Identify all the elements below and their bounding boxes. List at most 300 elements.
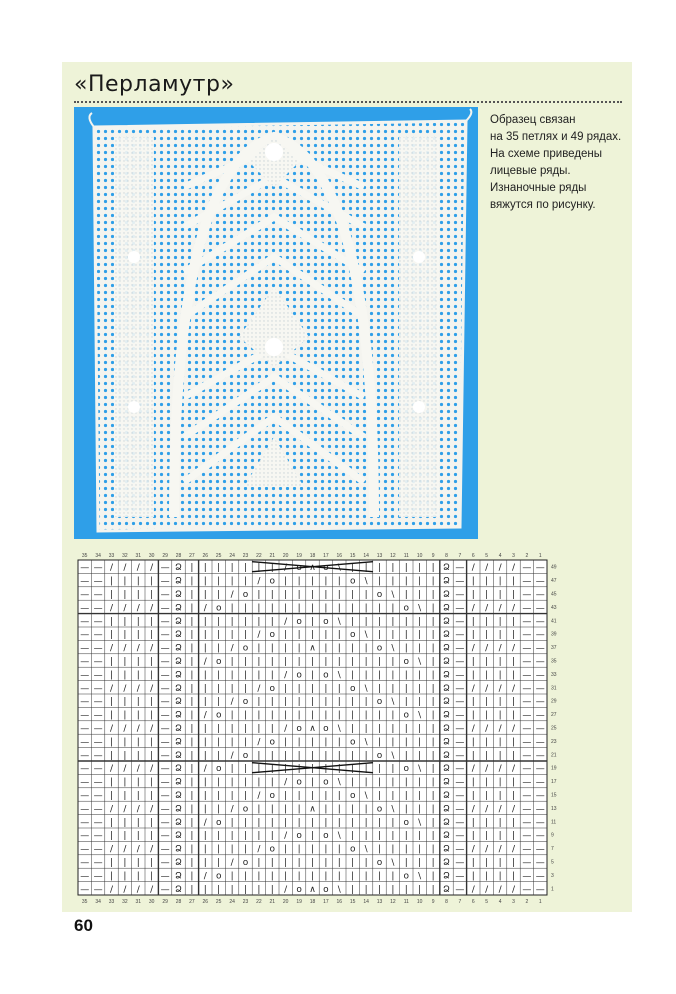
chart-stitch-symbol: |: [418, 630, 422, 641]
chart-stitch-symbol: |: [270, 670, 274, 681]
chart-stitch-symbol: |: [257, 697, 261, 708]
chart-stitch-symbol: |: [324, 630, 328, 641]
chart-stitch-symbol: \: [337, 724, 341, 734]
chart-stitch-symbol: Ձ: [175, 737, 182, 748]
chart-stitch-symbol: |: [310, 871, 315, 882]
chart-stitch-symbol: —: [455, 804, 465, 815]
chart-stitch-symbol: |: [431, 590, 435, 600]
chart-stitch-symbol: /: [203, 710, 207, 721]
chart-stitch-symbol: |: [431, 817, 435, 828]
chart-stitch-symbol: |: [310, 791, 315, 801]
chart-column-number-bottom: 6: [471, 899, 475, 905]
chart-column-number-bottom: 11: [403, 899, 409, 905]
chart-column-number-top: 26: [202, 553, 209, 559]
chart-stitch-symbol: |: [511, 697, 516, 708]
chart-stitch-symbol: —: [80, 791, 90, 801]
chart-stitch-symbol: |: [284, 657, 288, 667]
chart-stitch-symbol: |: [217, 884, 221, 895]
chart-stitch-symbol: —: [93, 724, 103, 734]
chart-stitch-symbol: —: [522, 683, 532, 694]
chart-stitch-symbol: o: [215, 871, 222, 882]
chart-stitch-symbol: Ձ: [175, 884, 182, 895]
chart-stitch-symbol: |: [150, 831, 154, 842]
chart-column-number-bottom: 9: [431, 899, 435, 905]
chart-stitch-symbol: o: [349, 576, 356, 587]
chart-column-number-bottom: 1: [538, 899, 542, 905]
chart-stitch-symbol: —: [80, 777, 90, 788]
chart-stitch-symbol: o: [296, 616, 302, 627]
chart-stitch-symbol: —: [160, 737, 170, 748]
chart-stitch-symbol: |: [391, 791, 395, 801]
chart-stitch-symbol: Ձ: [443, 724, 450, 734]
chart-stitch-symbol: |: [270, 804, 274, 815]
chart-stitch-symbol: |: [190, 616, 194, 627]
chart-stitch-symbol: \: [364, 737, 368, 748]
chart-stitch-symbol: |: [123, 858, 127, 868]
chart-stitch-symbol: |: [377, 616, 382, 627]
chart-stitch-symbol: —: [80, 710, 90, 721]
chart-stitch-symbol: |: [377, 603, 382, 614]
chart-stitch-symbol: o: [349, 683, 356, 694]
chart-stitch-symbol: —: [160, 563, 170, 574]
chart-stitch-symbol: Ձ: [443, 871, 450, 882]
chart-stitch-symbol: /: [485, 683, 489, 694]
chart-stitch-symbol: —: [93, 643, 103, 654]
chart-stitch-symbol: |: [257, 750, 261, 761]
chart-stitch-symbol: |: [404, 576, 408, 587]
chart-stitch-symbol: |: [404, 683, 408, 694]
chart-stitch-symbol: Ձ: [175, 630, 182, 641]
chart-stitch-symbol: o: [349, 791, 356, 801]
chart-stitch-symbol: |: [351, 884, 355, 895]
chart-stitch-symbol: \: [391, 643, 395, 654]
chart-stitch-symbol: |: [109, 858, 114, 868]
chart-stitch-symbol: |: [391, 884, 395, 895]
chart-row-number: 25: [551, 725, 557, 732]
chart-stitch-symbol: |: [337, 871, 341, 882]
chart-stitch-symbol: Ձ: [175, 616, 182, 627]
chart-row-number: 39: [551, 631, 557, 638]
chart-stitch-symbol: |: [257, 616, 261, 627]
chart-stitch-symbol: —: [535, 858, 545, 868]
chart-stitch-symbol: /: [150, 844, 154, 855]
chart-stitch-symbol: /: [511, 643, 516, 654]
chart-stitch-symbol: |: [431, 683, 435, 694]
chart-row-number: 27: [551, 712, 557, 719]
chart-stitch-symbol: —: [535, 817, 545, 828]
chart-stitch-symbol: |: [404, 630, 408, 641]
chart-stitch-symbol: |: [310, 657, 315, 667]
chart-stitch-symbol: |: [257, 643, 261, 654]
chart-stitch-symbol: |: [123, 590, 127, 600]
chart-stitch-symbol: —: [455, 603, 465, 614]
chart-stitch-symbol: |: [150, 616, 154, 627]
chart-stitch-symbol: |: [270, 817, 274, 828]
chart-stitch-symbol: |: [337, 683, 341, 694]
chart-stitch-symbol: |: [190, 817, 194, 828]
chart-stitch-symbol: |: [297, 764, 301, 775]
chart-stitch-symbol: |: [337, 630, 341, 641]
chart-stitch-symbol: |: [324, 844, 328, 855]
chart-stitch-symbol: |: [418, 643, 422, 654]
chart-row-number: 15: [551, 792, 557, 799]
description-line: Образец связан: [490, 114, 576, 126]
chart-stitch-symbol: |: [364, 750, 368, 761]
chart-stitch-symbol: |: [243, 616, 248, 627]
chart-stitch-symbol: |: [203, 777, 207, 788]
chart-stitch-symbol: |: [391, 563, 395, 574]
chart-stitch-symbol: /: [511, 603, 516, 614]
chart-stitch-symbol: |: [404, 858, 408, 868]
chart-stitch-symbol: |: [123, 750, 127, 761]
chart-stitch-symbol: o: [242, 643, 249, 654]
chart-stitch-symbol: |: [217, 844, 221, 855]
chart-stitch-symbol: |: [136, 657, 140, 667]
chart-stitch-symbol: —: [80, 697, 90, 708]
chart-stitch-symbol: |: [150, 777, 154, 788]
chart-stitch-symbol: —: [535, 844, 545, 855]
chart-column-number-bottom: 7: [458, 899, 462, 905]
chart-stitch-symbol: —: [93, 871, 103, 882]
chart-stitch-symbol: |: [391, 657, 395, 667]
chart-stitch-symbol: /: [471, 884, 475, 895]
chart-stitch-symbol: |: [364, 871, 368, 882]
chart-stitch-symbol: —: [455, 670, 465, 681]
chart-stitch-symbol: /: [485, 764, 489, 775]
chart-stitch-symbol: o: [215, 710, 222, 721]
chart-stitch-symbol: |: [364, 831, 368, 842]
chart-stitch-symbol: Ձ: [175, 643, 182, 654]
chart-stitch-symbol: /: [150, 643, 154, 654]
chart-stitch-symbol: |: [418, 858, 422, 868]
chart-stitch-symbol: o: [296, 724, 302, 734]
chart-stitch-symbol: |: [485, 817, 489, 828]
chart-stitch-symbol: \: [391, 804, 395, 815]
chart-stitch-symbol: —: [160, 643, 170, 654]
chart-stitch-symbol: —: [80, 764, 90, 775]
chart-stitch-symbol: |: [431, 563, 435, 574]
chart-stitch-symbol: o: [349, 737, 356, 748]
chart-stitch-symbol: /: [485, 603, 489, 614]
chart-stitch-symbol: |: [431, 630, 435, 641]
chart-stitch-symbol: |: [377, 764, 382, 775]
chart-stitch-symbol: |: [217, 791, 221, 801]
chart-stitch-symbol: |: [150, 590, 154, 600]
chart-column-number-bottom: 4: [498, 899, 502, 905]
chart-stitch-symbol: |: [203, 844, 207, 855]
chart-stitch-symbol: —: [535, 777, 545, 788]
chart-stitch-symbol: /: [511, 724, 516, 734]
chart-stitch-symbol: o: [296, 831, 302, 842]
chart-stitch-symbol: /: [203, 817, 207, 828]
chart-stitch-symbol: |: [431, 831, 435, 842]
chart-stitch-symbol: |: [511, 576, 516, 587]
chart-stitch-symbol: |: [377, 657, 382, 667]
chart-stitch-symbol: —: [455, 737, 465, 748]
chart-stitch-symbol: |: [190, 831, 194, 842]
chart-stitch-symbol: Ձ: [175, 657, 182, 667]
chart-stitch-symbol: |: [391, 724, 395, 734]
chart-stitch-symbol: |: [243, 737, 248, 748]
chart-stitch-symbol: o: [242, 858, 249, 868]
chart-column-number-bottom: 28: [175, 899, 182, 905]
chart-stitch-symbol: |: [190, 603, 194, 614]
chart-stitch-symbol: |: [511, 630, 516, 641]
chart-stitch-symbol: Ձ: [443, 777, 450, 788]
chart-stitch-symbol: |: [377, 724, 382, 734]
chart-stitch-symbol: |: [123, 670, 127, 681]
chart-stitch-symbol: |: [418, 724, 422, 734]
chart-row-number: 47: [551, 578, 557, 585]
chart-stitch-symbol: |: [337, 576, 341, 587]
chart-stitch-symbol: |: [270, 590, 274, 600]
chart-stitch-symbol: |: [377, 630, 382, 641]
chart-stitch-symbol: —: [160, 871, 170, 882]
chart-column-number-bottom: 2: [525, 899, 529, 905]
chart-stitch-symbol: |: [485, 590, 489, 600]
chart-stitch-symbol: |: [190, 777, 194, 788]
chart-stitch-symbol: |: [257, 817, 261, 828]
chart-stitch-symbol: |: [351, 777, 355, 788]
chart-stitch-symbol: |: [123, 831, 127, 842]
chart-stitch-symbol: |: [284, 710, 288, 721]
chart-stitch-symbol: —: [93, 750, 103, 761]
chart-stitch-symbol: |: [270, 871, 274, 882]
chart-stitch-symbol: ∧: [309, 884, 316, 895]
chart-stitch-symbol: /: [230, 590, 234, 600]
chart-stitch-symbol: /: [150, 683, 154, 694]
chart-stitch-symbol: |: [310, 777, 315, 788]
chart-stitch-symbol: |: [351, 831, 355, 842]
chart-stitch-symbol: —: [93, 603, 103, 614]
chart-stitch-symbol: —: [522, 576, 532, 587]
chart-stitch-symbol: o: [215, 764, 222, 775]
chart-stitch-symbol: |: [190, 764, 194, 775]
chart-stitch-symbol: —: [522, 603, 532, 614]
chart-stitch-symbol: |: [404, 777, 408, 788]
chart-stitch-symbol: |: [498, 590, 502, 600]
chart-stitch-symbol: |: [431, 804, 435, 815]
chart-stitch-symbol: |: [123, 777, 127, 788]
chart-stitch-symbol: |: [270, 616, 274, 627]
chart-stitch-symbol: |: [109, 590, 114, 600]
chart-stitch-symbol: |: [217, 670, 221, 681]
chart-stitch-symbol: |: [418, 791, 422, 801]
chart-stitch-symbol: |: [136, 831, 140, 842]
chart-stitch-symbol: |: [284, 750, 288, 761]
chart-stitch-symbol: |: [270, 643, 274, 654]
chart-stitch-symbol: |: [418, 576, 422, 587]
chart-stitch-symbol: Ձ: [175, 670, 182, 681]
chart-stitch-symbol: |: [498, 670, 502, 681]
chart-stitch-symbol: |: [391, 683, 395, 694]
chart-stitch-symbol: |: [109, 697, 114, 708]
chart-stitch-symbol: |: [364, 777, 368, 788]
chart-stitch-symbol: —: [522, 643, 532, 654]
chart-stitch-symbol: |: [351, 603, 355, 614]
chart-stitch-symbol: |: [284, 603, 288, 614]
chart-stitch-symbol: |: [431, 697, 435, 708]
chart-stitch-symbol: —: [535, 871, 545, 882]
chart-stitch-symbol: /: [498, 764, 502, 775]
chart-stitch-symbol: |: [418, 844, 422, 855]
chart-stitch-symbol: o: [376, 804, 383, 815]
chart-stitch-symbol: —: [80, 643, 90, 654]
chart-stitch-symbol: |: [243, 657, 248, 667]
chart-stitch-symbol: —: [455, 590, 465, 600]
chart-stitch-symbol: |: [324, 657, 328, 667]
chart-stitch-symbol: /: [150, 764, 154, 775]
chart-stitch-symbol: /: [284, 831, 288, 842]
chart-column-number-top: 35: [81, 553, 88, 559]
chart-stitch-symbol: /: [257, 791, 261, 801]
chart-stitch-symbol: |: [364, 884, 368, 895]
chart-stitch-symbol: |: [203, 858, 207, 868]
chart-stitch-symbol: |: [471, 670, 475, 681]
chart-stitch-symbol: |: [190, 643, 194, 654]
chart-stitch-symbol: —: [80, 590, 90, 600]
chart-stitch-symbol: |: [431, 670, 435, 681]
chart-stitch-symbol: |: [270, 603, 274, 614]
chart-stitch-symbol: —: [160, 603, 170, 614]
chart-stitch-symbol: |: [243, 777, 248, 788]
chart-stitch-symbol: o: [376, 643, 383, 654]
chart-stitch-symbol: /: [123, 884, 127, 895]
chart-stitch-symbol: —: [93, 590, 103, 600]
chart-column-number-top: 21: [269, 553, 276, 559]
chart-stitch-symbol: |: [471, 616, 475, 627]
chart-stitch-symbol: |: [284, 576, 288, 587]
chart-stitch-symbol: /: [230, 750, 234, 761]
chart-stitch-symbol: |: [351, 724, 355, 734]
chart-stitch-symbol: |: [284, 817, 288, 828]
chart-stitch-symbol: —: [93, 791, 103, 801]
chart-stitch-symbol: |: [351, 817, 355, 828]
chart-stitch-symbol: |: [150, 737, 154, 748]
chart-stitch-symbol: |: [310, 670, 315, 681]
chart-stitch-symbol: Ձ: [175, 683, 182, 694]
chart-column-number-bottom: 29: [162, 899, 168, 905]
chart-stitch-symbol: |: [297, 750, 301, 761]
chart-stitch-symbol: |: [377, 710, 382, 721]
chart-stitch-symbol: —: [80, 884, 90, 895]
chart-stitch-symbol: |: [337, 657, 341, 667]
chart-stitch-symbol: |: [391, 831, 395, 842]
chart-stitch-symbol: |: [391, 844, 395, 855]
chart-stitch-symbol: |: [203, 630, 207, 641]
chart-stitch-symbol: —: [455, 643, 465, 654]
chart-stitch-symbol: |: [150, 710, 154, 721]
chart-stitch-symbol: —: [522, 737, 532, 748]
chart-stitch-symbol: |: [418, 697, 422, 708]
chart-stitch-symbol: |: [431, 884, 435, 895]
chart-stitch-symbol: —: [455, 576, 465, 587]
chart-stitch-symbol: o: [349, 844, 356, 855]
pattern-description: [490, 112, 630, 214]
chart-row-number: 17: [551, 779, 557, 786]
chart-stitch-symbol: —: [535, 724, 545, 734]
chart-stitch-symbol: |: [324, 590, 328, 600]
chart-stitch-symbol: |: [136, 616, 140, 627]
chart-stitch-symbol: |: [243, 871, 248, 882]
chart-column-number-top: 29: [162, 553, 168, 559]
chart-stitch-symbol: |: [109, 777, 114, 788]
chart-stitch-symbol: —: [160, 831, 170, 842]
chart-stitch-symbol: |: [109, 657, 114, 667]
chart-stitch-symbol: |: [471, 657, 475, 667]
chart-stitch-symbol: |: [123, 576, 127, 587]
chart-stitch-symbol: |: [257, 884, 261, 895]
chart-column-number-top: 3: [512, 553, 515, 559]
chart-stitch-symbol: \: [364, 576, 368, 587]
chart-column-number-bottom: 10: [416, 899, 423, 905]
chart-stitch-symbol: —: [160, 657, 170, 667]
chart-row-number: 41: [551, 618, 557, 625]
chart-stitch-symbol: o: [403, 603, 410, 614]
chart-stitch-symbol: |: [230, 791, 234, 801]
chart-stitch-symbol: —: [522, 670, 532, 681]
chart-stitch-symbol: |: [136, 697, 140, 708]
chart-stitch-symbol: —: [455, 657, 465, 667]
chart-column-number-top: 5: [485, 553, 489, 559]
chart-stitch-symbol: |: [404, 724, 408, 734]
chart-stitch-symbol: |: [190, 683, 194, 694]
chart-column-number-bottom: 25: [215, 899, 222, 905]
chart-stitch-symbol: |: [310, 683, 315, 694]
chart-stitch-symbol: |: [190, 670, 194, 681]
chart-stitch-symbol: Ձ: [175, 750, 182, 761]
chart-stitch-symbol: /: [109, 884, 114, 895]
chart-stitch-symbol: |: [364, 724, 368, 734]
chart-stitch-symbol: |: [418, 670, 422, 681]
chart-stitch-symbol: /: [485, 844, 489, 855]
chart-stitch-symbol: /: [203, 764, 207, 775]
chart-stitch-symbol: |: [391, 603, 395, 614]
chart-stitch-symbol: o: [269, 576, 276, 587]
chart-stitch-symbol: |: [351, 563, 355, 574]
chart-stitch-symbol: |: [109, 791, 114, 801]
chart-stitch-symbol: —: [93, 576, 103, 587]
chart-stitch-symbol: |: [243, 683, 248, 694]
chart-stitch-symbol: |: [150, 858, 154, 868]
chart-stitch-symbol: |: [257, 858, 261, 868]
chart-stitch-symbol: |: [190, 871, 194, 882]
chart-stitch-symbol: —: [160, 884, 170, 895]
chart-stitch-symbol: |: [498, 737, 502, 748]
chart-stitch-symbol: Ձ: [443, 817, 450, 828]
chart-stitch-symbol: |: [150, 576, 154, 587]
chart-stitch-symbol: |: [217, 831, 221, 842]
chart-stitch-symbol: |: [150, 657, 154, 667]
chart-stitch-symbol: |: [337, 590, 341, 600]
chart-stitch-symbol: |: [431, 737, 435, 748]
chart-stitch-symbol: /: [471, 603, 475, 614]
chart-stitch-symbol: |: [257, 871, 261, 882]
chart-stitch-symbol: /: [109, 683, 114, 694]
chart-stitch-symbol: |: [498, 831, 502, 842]
chart-stitch-symbol: /: [123, 724, 127, 734]
chart-stitch-symbol: —: [455, 777, 465, 788]
chart-stitch-symbol: /: [511, 683, 516, 694]
chart-column-number-bottom: 20: [282, 899, 289, 905]
chart-row-number: 7: [551, 846, 554, 853]
chart-stitch-symbol: |: [310, 576, 315, 587]
chart-stitch-symbol: —: [80, 858, 90, 868]
chart-stitch-symbol: —: [522, 817, 532, 828]
chart-stitch-symbol: |: [270, 750, 274, 761]
chart-column-number-bottom: 23: [242, 899, 249, 905]
chart-stitch-symbol: o: [323, 670, 329, 681]
